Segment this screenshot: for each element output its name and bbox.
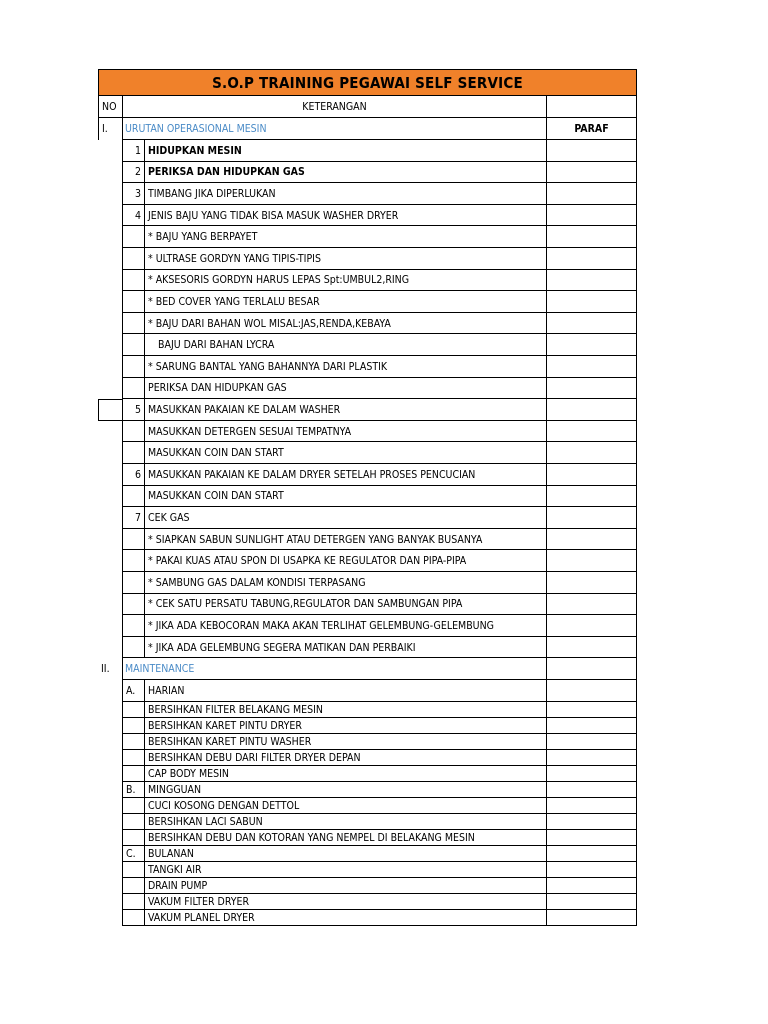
paraf-cell	[546, 442, 637, 464]
maintenance-row	[98, 878, 637, 894]
maintenance-row	[98, 862, 637, 878]
item-number	[122, 766, 144, 782]
paraf-cell	[546, 378, 637, 400]
item-number	[122, 814, 144, 830]
maintenance-row	[98, 680, 637, 702]
item-text: BULANAN	[144, 846, 546, 862]
item-text: MASUKKAN DETERGEN SESUAI TEMPATNYA	[144, 421, 546, 443]
item-number: 4	[122, 205, 144, 227]
item-text: MASUKKAN COIN DAN START	[144, 442, 546, 464]
item-text: BERSIHKAN FILTER BELAKANG MESIN	[144, 702, 546, 718]
step-row	[98, 205, 637, 227]
table-header-row	[98, 96, 637, 118]
item-number	[122, 226, 144, 248]
item-text: * ULTRASE GORDYN YANG TIPIS-TIPIS	[144, 248, 546, 270]
item-text: CUCI KOSONG DENGAN DETTOL	[144, 798, 546, 814]
maintenance-row	[98, 766, 637, 782]
item-text: VAKUM FILTER DRYER	[144, 894, 546, 910]
header-paraf-blank	[546, 96, 637, 118]
step-row	[98, 183, 637, 205]
paraf-cell	[546, 270, 637, 292]
paraf-header: PARAF	[546, 118, 637, 140]
item-text: * CEK SATU PERSATU TABUNG,REGULATOR DAN SAMBUNGAN PIPA	[144, 594, 546, 616]
maintenance-row	[98, 718, 637, 734]
item-number	[122, 356, 144, 378]
section-number-1: I.	[98, 118, 122, 140]
section-row-2	[98, 658, 637, 680]
paraf-cell	[546, 464, 637, 486]
section-number-2: II.	[101, 663, 110, 675]
paraf-cell	[546, 486, 637, 508]
item-number	[122, 313, 144, 335]
step-row	[98, 594, 637, 616]
maintenance-row	[98, 734, 637, 750]
maintenance-row	[98, 830, 637, 846]
item-text: CAP BODY MESIN	[144, 766, 546, 782]
paraf-cell-blank	[546, 658, 637, 680]
paraf-cell	[546, 529, 637, 551]
maintenance-row	[98, 846, 637, 862]
document-title: S.O.P TRAINING PEGAWAI SELF SERVICE	[98, 69, 637, 96]
item-number	[122, 378, 144, 400]
paraf-cell	[546, 680, 637, 702]
item-number: 1	[122, 140, 144, 162]
item-text: HIDUPKAN MESIN	[144, 140, 546, 162]
step-row	[98, 399, 637, 421]
item-number: C.	[122, 846, 144, 862]
step-row	[98, 378, 637, 400]
paraf-cell	[546, 572, 637, 594]
item-number: 2	[122, 162, 144, 184]
paraf-cell	[546, 140, 637, 162]
paraf-cell	[546, 910, 637, 926]
item-text: * JIKA ADA GELEMBUNG SEGERA MATIKAN DAN PERBAIKI	[144, 637, 546, 659]
item-number: 3	[122, 183, 144, 205]
step-row	[98, 162, 637, 184]
paraf-cell	[546, 750, 637, 766]
item-text: * JIKA ADA KEBOCORAN MAKA AKAN TERLIHAT GELEMBUNG-GELEMBUNG	[144, 615, 546, 637]
paraf-cell	[546, 334, 637, 356]
step-row	[98, 226, 637, 248]
item-number	[122, 798, 144, 814]
header-no: NO	[98, 96, 122, 118]
paraf-cell	[546, 421, 637, 443]
item-text: TANGKI AIR	[144, 862, 546, 878]
item-text: TIMBANG JIKA DIPERLUKAN	[144, 183, 546, 205]
item-number	[122, 718, 144, 734]
item-number: 5	[122, 399, 144, 421]
section-title-2: MAINTENANCE	[122, 658, 546, 680]
step-row	[98, 442, 637, 464]
item-text: VAKUM PLANEL DRYER	[144, 910, 546, 926]
step-row	[98, 248, 637, 270]
paraf-cell	[546, 291, 637, 313]
step-row	[98, 572, 637, 594]
step-row	[98, 615, 637, 637]
item-text: BERSIHKAN DEBU DAN KOTORAN YANG NEMPEL DI BELAKANG MESIN	[144, 830, 546, 846]
item-text: BERSIHKAN DEBU DARI FILTER DRYER DEPAN	[144, 750, 546, 766]
paraf-cell	[546, 205, 637, 227]
paraf-cell	[546, 356, 637, 378]
paraf-cell	[546, 313, 637, 335]
item-number	[122, 442, 144, 464]
paraf-cell	[546, 702, 637, 718]
item-text: MASUKKAN PAKAIAN KE DALAM DRYER SETELAH PROSES PENCUCIAN	[144, 464, 546, 486]
step-row	[98, 334, 637, 356]
item-text: BERSIHKAN KARET PINTU WASHER	[144, 734, 546, 750]
item-number	[122, 421, 144, 443]
item-number	[122, 550, 144, 572]
paraf-cell	[546, 718, 637, 734]
step-row	[98, 486, 637, 508]
paraf-cell	[546, 162, 637, 184]
header-keterangan: KETERANGAN	[122, 96, 546, 118]
item-number: 6	[122, 464, 144, 486]
section-title-1: URUTAN OPERASIONAL MESIN	[122, 118, 546, 140]
step-row	[98, 529, 637, 551]
item-text: MASUKKAN COIN DAN START	[144, 486, 546, 508]
paraf-cell	[546, 862, 637, 878]
step-row	[98, 464, 637, 486]
item-number	[122, 750, 144, 766]
item-number	[122, 334, 144, 356]
paraf-cell	[546, 846, 637, 862]
paraf-cell	[546, 734, 637, 750]
no-cell-box	[98, 399, 122, 421]
paraf-cell	[546, 766, 637, 782]
item-number	[122, 615, 144, 637]
item-number	[122, 486, 144, 508]
item-number	[122, 529, 144, 551]
item-text: * SAMBUNG GAS DALAM KONDISI TERPASANG	[144, 572, 546, 594]
item-text: * PAKAI KUAS ATAU SPON DI USAPKA KE REGULATOR DAN PIPA-PIPA	[144, 550, 546, 572]
step-row	[98, 313, 637, 335]
item-number: A.	[122, 680, 144, 702]
item-number: 7	[122, 507, 144, 529]
item-text: JENIS BAJU YANG TIDAK BISA MASUK WASHER DRYER	[144, 205, 546, 227]
section-row-1	[98, 118, 637, 140]
paraf-cell	[546, 782, 637, 798]
step-row	[98, 550, 637, 572]
step-row	[98, 637, 637, 659]
step-row	[98, 140, 637, 162]
paraf-cell	[546, 399, 637, 421]
paraf-cell	[546, 878, 637, 894]
item-number	[122, 594, 144, 616]
maintenance-row	[98, 814, 637, 830]
item-number	[122, 637, 144, 659]
paraf-cell	[546, 615, 637, 637]
item-text: PERIKSA DAN HIDUPKAN GAS	[144, 162, 546, 184]
item-text: HARIAN	[144, 680, 546, 702]
paraf-cell	[546, 814, 637, 830]
item-number	[122, 830, 144, 846]
step-row	[98, 507, 637, 529]
step-row	[98, 421, 637, 443]
item-number	[122, 862, 144, 878]
paraf-cell	[546, 183, 637, 205]
paraf-cell	[546, 894, 637, 910]
item-text: BERSIHKAN KARET PINTU DRYER	[144, 718, 546, 734]
item-text: * SIAPKAN SABUN SUNLIGHT ATAU DETERGEN YANG BANYAK BUSANYA	[144, 529, 546, 551]
step-row	[98, 270, 637, 292]
item-text: * BAJU DARI BAHAN WOL MISAL:JAS,RENDA,KEBAYA	[144, 313, 546, 335]
item-text: MASUKKAN PAKAIAN KE DALAM WASHER	[144, 399, 546, 421]
item-number	[122, 291, 144, 313]
paraf-cell	[546, 248, 637, 270]
step-row	[98, 291, 637, 313]
item-text: DRAIN PUMP	[144, 878, 546, 894]
item-number	[122, 878, 144, 894]
item-number	[122, 894, 144, 910]
item-text: * SARUNG BANTAL YANG BAHANNYA DARI PLASTIK	[144, 356, 546, 378]
maintenance-row	[98, 894, 637, 910]
paraf-cell	[546, 594, 637, 616]
paraf-cell	[546, 507, 637, 529]
item-number	[122, 734, 144, 750]
maintenance-row	[98, 702, 637, 718]
paraf-cell	[546, 637, 637, 659]
maintenance-row	[98, 782, 637, 798]
item-text: BAJU DARI BAHAN LYCRA	[144, 334, 546, 356]
item-number	[122, 910, 144, 926]
paraf-cell	[546, 550, 637, 572]
item-text: PERIKSA DAN HIDUPKAN GAS	[144, 378, 546, 400]
item-text: * BED COVER YANG TERLALU BESAR	[144, 291, 546, 313]
item-number	[122, 270, 144, 292]
item-text: MINGGUAN	[144, 782, 546, 798]
item-number: B.	[122, 782, 144, 798]
paraf-cell	[546, 226, 637, 248]
item-text: * AKSESORIS GORDYN HARUS LEPAS Spt:UMBUL2,RING	[144, 270, 546, 292]
maintenance-row	[98, 798, 637, 814]
step-row	[98, 356, 637, 378]
item-text: * BAJU YANG BERPAYET	[144, 226, 546, 248]
item-text: CEK GAS	[144, 507, 546, 529]
item-number	[122, 248, 144, 270]
item-number	[122, 702, 144, 718]
item-text: BERSIHKAN LACI SABUN	[144, 814, 546, 830]
maintenance-row	[98, 910, 637, 926]
maintenance-row	[98, 750, 637, 766]
paraf-cell	[546, 798, 637, 814]
item-number	[122, 572, 144, 594]
paraf-cell	[546, 830, 637, 846]
